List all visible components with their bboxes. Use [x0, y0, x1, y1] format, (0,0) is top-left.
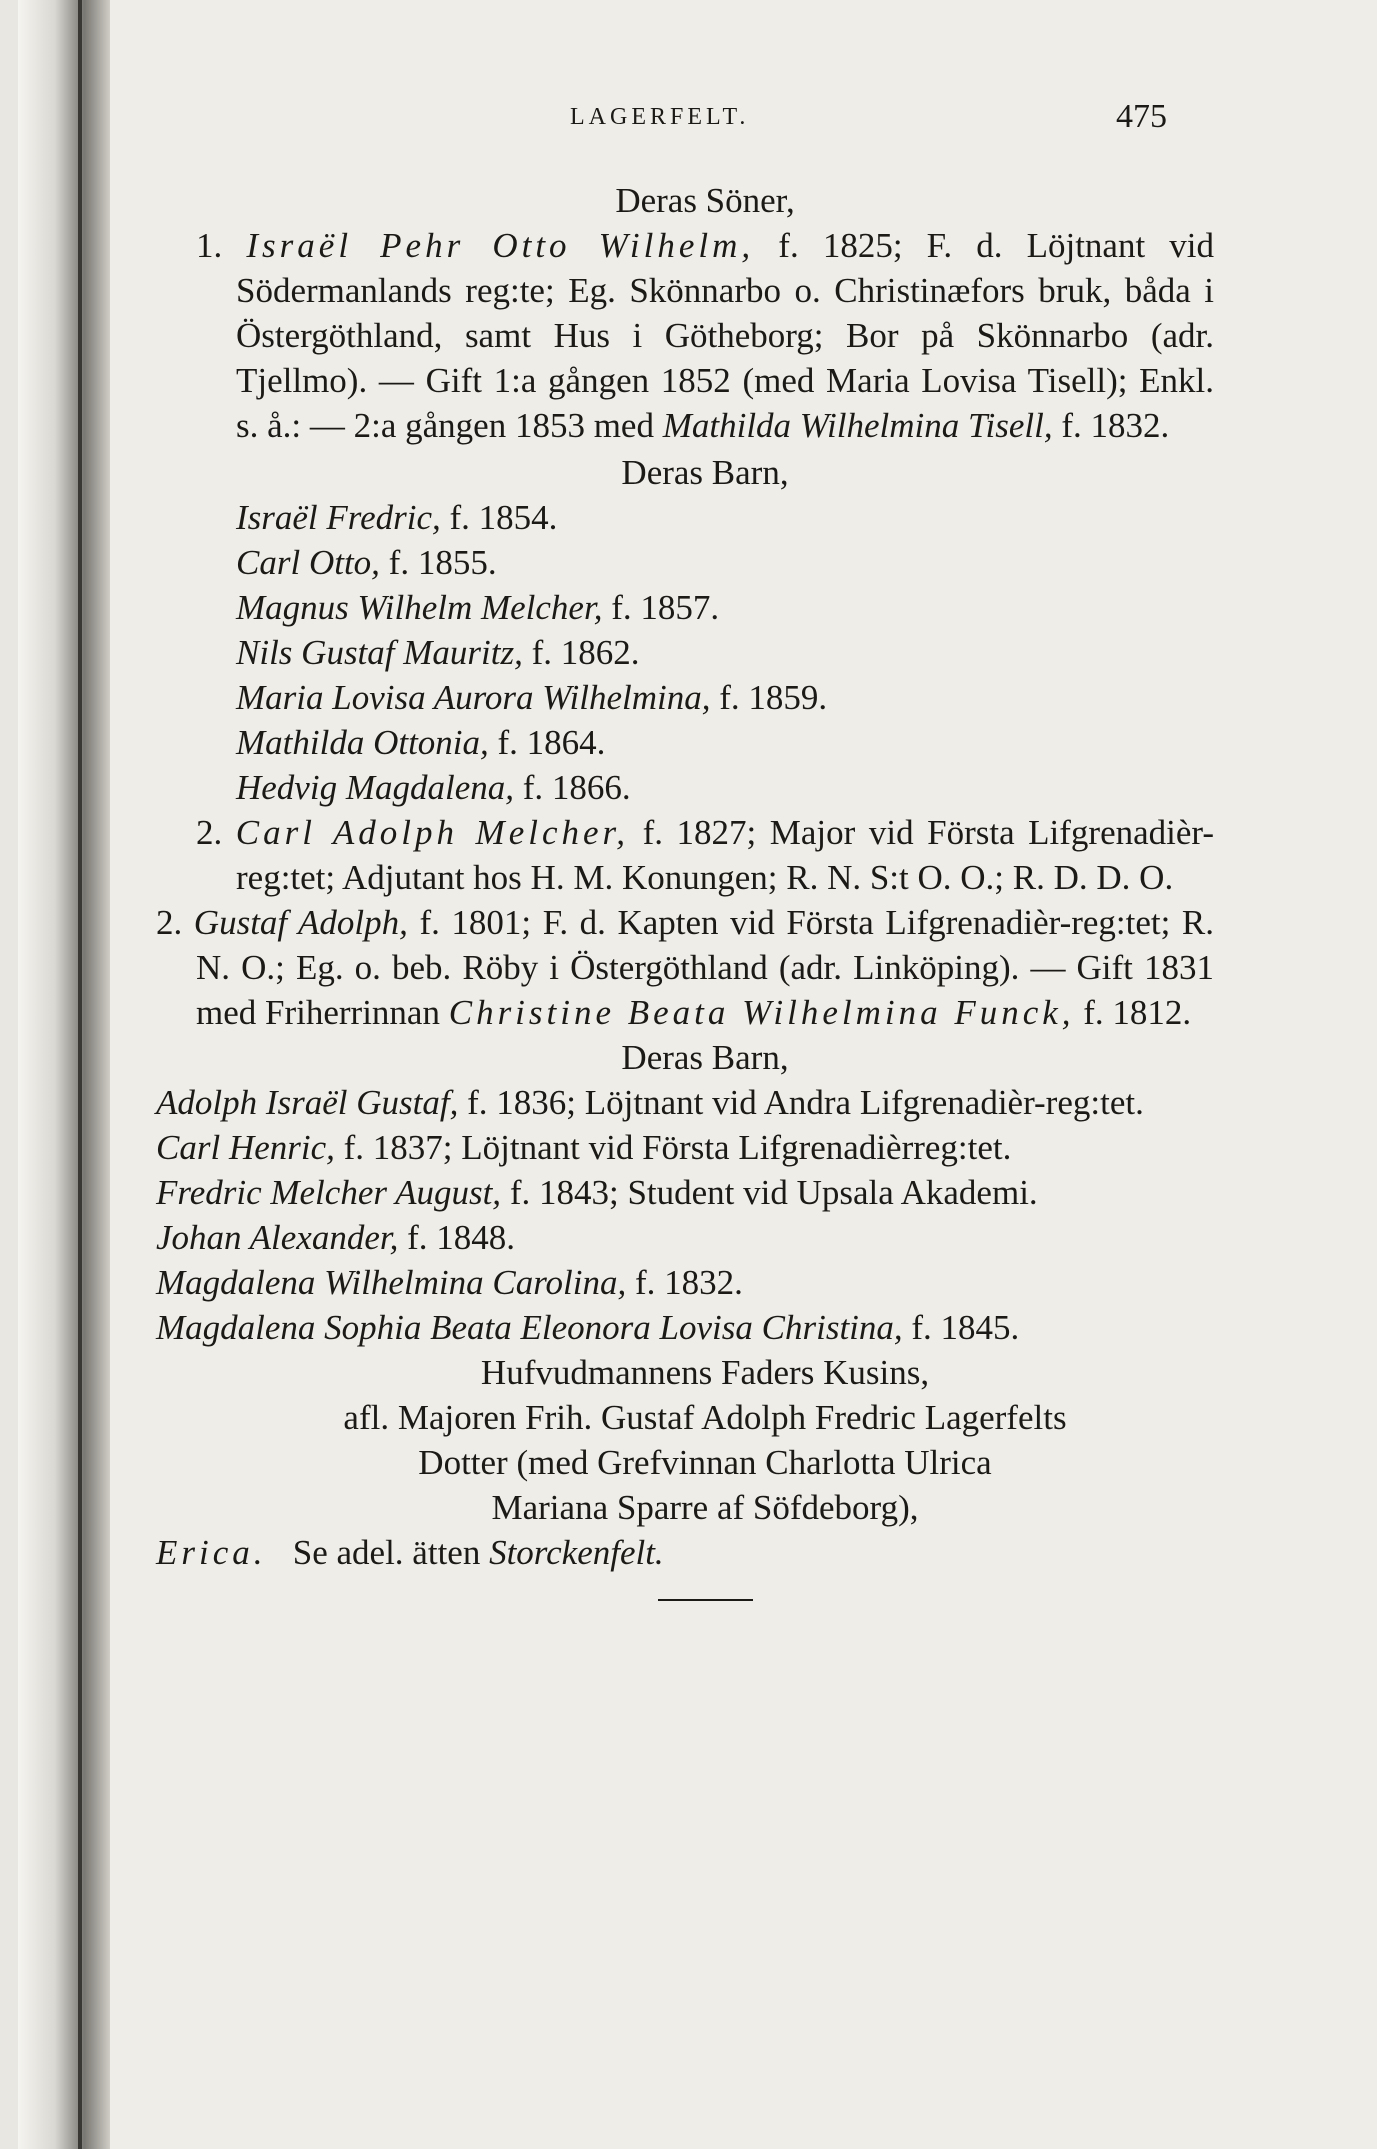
- child-entry: Nils Gustaf Mauritz, f. 1862.: [236, 633, 640, 672]
- child-entry: Magdalena Wilhelmina Carolina, f. 1832.: [156, 1263, 743, 1302]
- gutter-shadow-line: [78, 0, 82, 2149]
- child-entry: Magnus Wilhelm Melcher, f. 1857.: [236, 588, 720, 627]
- section-heading: Deras Barn,: [621, 453, 789, 492]
- child-entry: Carl Otto, f. 1855.: [236, 543, 497, 582]
- page-header: [570, 98, 1187, 138]
- child-entry: Johan Alexander, f. 1848.: [156, 1218, 516, 1257]
- child-entry: Mathilda Ottonia, f. 1864.: [236, 723, 606, 762]
- child-entry: Fredric Melcher August, f. 1843; Student vid Upsala Akademi.: [156, 1173, 1038, 1212]
- page-body: [156, 178, 1215, 1601]
- child-entry: Carl Henric, f. 1837; Löjtnant vid Första Lifgrenadièrreg:tet.: [156, 1128, 1012, 1167]
- section-heading: Deras Söner,: [615, 181, 795, 220]
- child-entry: Israël Fredric, f. 1854.: [236, 498, 558, 537]
- page-number: 475: [1116, 98, 1167, 135]
- entry-son-2: 2. Carl Adolph Melcher, f. 1827; Major vid Första Lifgrenadièr-reg:tet; Adjutant hos H. M. Konungen; R. N. S:t O. O.; R. D. D. O.: [196, 813, 1215, 897]
- child-entry: Hedvig Magdalena, f. 1866.: [236, 768, 631, 807]
- child-entry: Maria Lovisa Aurora Wilhelmina, f. 1859.: [236, 678, 828, 717]
- section-heading: Deras Barn,: [621, 1038, 789, 1077]
- cousin-heading: Hufvudmannens Faders Kusins,: [480, 1353, 930, 1392]
- book-gutter: [18, 0, 110, 2149]
- cousin-line: Mariana Sparre af Söfdeborg),: [491, 1488, 919, 1527]
- running-head: LAGERFELT.: [570, 104, 750, 130]
- entry-son-1: 1. Israël Pehr Otto Wilhelm, f. 1825; F. d. Löjtnant vid Södermanlands reg:te; Eg. Skönnarbo o. Christinæfors bruk, båda i Östergöthland, samt Hus i Götheborg; Bor på Skönnarbo (adr. Tjellmo). — Gift 1:a gången 1852 (med Maria Lovisa Tisell); Enkl. s. å.: — 2:a gången 1853 med Mathilda Wilhelmina Tisell, f. 1832.: [196, 226, 1215, 445]
- child-entry: Magdalena Sophia Beata Eleonora Lovisa Christina, f. 1845.: [156, 1308, 1020, 1347]
- entry-gustaf-adolph: 2. Gustaf Adolph, f. 1801; F. d. Kapten vid Första Lifgrenadièr-reg:tet; R. N. O.; Eg. o. beb. Röby i Östergöthland (adr. Linköping). — Gift 1831 med Friherrinnan Christine Beata Wilhelmina Funck, f. 1812.: [156, 903, 1214, 1032]
- cousin-line: Dotter (med Grefvinnan Charlotta Ulrica: [418, 1443, 992, 1482]
- erica-entry: Erica. Se adel. ätten Storckenfelt.: [156, 1533, 664, 1572]
- child-entry: Adolph Israël Gustaf, f. 1836; Löjtnant vid Andra Lifgrenadièr-reg:tet.: [156, 1083, 1144, 1122]
- closing-rule: [658, 1599, 753, 1601]
- cousin-line: afl. Majoren Frih. Gustaf Adolph Fredric Lagerfelts: [343, 1398, 1067, 1437]
